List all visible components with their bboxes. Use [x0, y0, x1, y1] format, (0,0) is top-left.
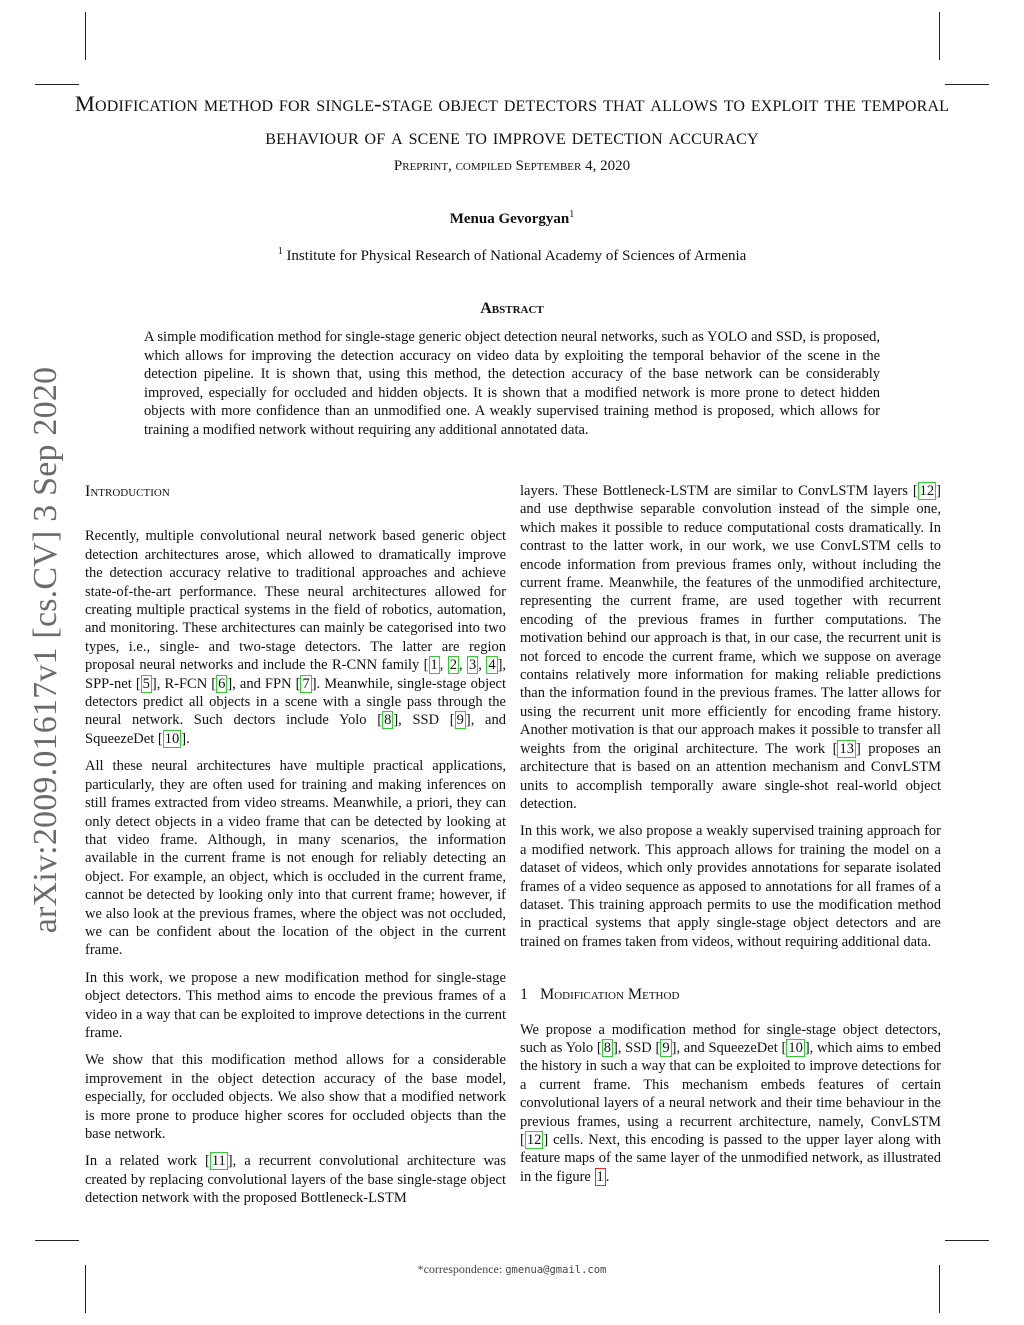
intro-paragraph-4: We show that this modification method allows for a considerable improvement in the object detection accuracy of the base model, especially, for occluded objects. We also show that a modified network is more prone to produce higher scores for occluded objects than the base network. — [85, 1052, 506, 1142]
crop-mark — [939, 12, 940, 60]
crop-mark — [35, 84, 79, 85]
author-line — [0, 209, 1024, 228]
citation-link[interactable]: 12 — [919, 483, 935, 499]
citation-link[interactable]: 8 — [384, 712, 392, 729]
citation-link[interactable]: 5 — [142, 675, 150, 692]
crop-mark — [85, 12, 86, 60]
intro-paragraph-5: In a related work [ 11 ], a recurrent convolutional architecture was created by replacing convolutional layers of the base single-stage object detection network with the proposed Bottleneck-LSTM — [85, 1153, 507, 1207]
method-paragraph-1: We propose a modification method for single-stage object detectors, such as Yolo [ 8 ], SSD [ 9 ], and SqueezeDet [ 10 ], which aims to embed the history in such a way that can be exploited to improve detections for a current frame. This mechanism embeds features of certain convolutional layers of a neural network and their time behaviour in the previous frames, using a recurrent architecture, namely, ConvLSTM [ 12 ] cells. Next, this encoding is passed to the upper layer along with feature maps of the same layer of the unmodified network, as illustrated in the figure 1 . — [520, 1021, 941, 1185]
citation-link[interactable]: 4 — [488, 657, 496, 674]
correspondence-footer — [0, 1262, 1024, 1277]
right-column — [520, 482, 941, 1195]
figure-link[interactable]: 1 — [596, 1168, 604, 1185]
correspondence-email[interactable]: gmenua@gmail.com — [505, 1264, 607, 1276]
intro-paragraph-7: In this work, we also propose a weakly supervised training approach for a modified network. This approach allows for training the model on a dataset of videos, which only provides annotations for separate isolated frames of a video sequence as apposed to annotations for all frames of a dataset. This training approach permits to use the modification method in practical systems that apply single-stage object detectors and are trained on frames taken from videos, without requiring additional data. — [520, 823, 941, 950]
citation-link[interactable]: 13 — [839, 740, 854, 757]
section-heading-modification-method — [520, 986, 941, 1004]
section-number: 1 — [520, 986, 528, 1004]
author-affil-mark: 1 — [569, 209, 575, 220]
abstract-text: A simple modification method for single-stage generic object detection neural networks, such as YOLO and SSD, is proposed, which allows for improving the detection accuracy on video data by exploiting the temporal behavior of the scene in the detection pipeline. It is shown that, using this method, the detection accuracy of the base network can be considerably improved, especially for occluded and hidden objects. It is shown that a modified network is more prone to detect hidden objects with more confidence than an unmodified one. A weakly supervised training method is proposed, which allows for training a modified network without requiring any additional annotated data. — [144, 329, 880, 438]
citation-link[interactable]: 3 — [469, 657, 477, 674]
citation-link[interactable]: 1 — [430, 657, 438, 674]
crop-mark — [945, 1240, 989, 1241]
abstract-heading: Abstract — [480, 300, 544, 317]
affiliation-mark: 1 — [277, 246, 283, 257]
paper-title: Modification method for single-stage object detectors that allows to exploit the temporal behaviour of a scene to improve detection accuracy — [74, 91, 950, 149]
citation-link[interactable]: 10 — [164, 730, 180, 747]
arxiv-stamp: arXiv:2009.01617v1 [cs.CV] 3 Sep 2020 — [27, 366, 64, 934]
preprint-line: Preprint, compiled September 4, 2020 — [393, 158, 631, 174]
citation-link[interactable]: 7 — [302, 675, 310, 692]
citation-link[interactable]: 6 — [218, 675, 226, 692]
intro-paragraph-3: In this work, we propose a new modification method for single-stage object detectors. This method aims to encode the previous frames of a video in a way that can be exploited to improve detections in the current frame. — [85, 969, 506, 1041]
crop-mark — [945, 84, 989, 85]
section-heading-introduction: Introduction — [85, 483, 170, 500]
correspondence-label: *correspondence: — [417, 1262, 503, 1276]
section-title: Modification Method — [540, 986, 680, 1004]
citation-link[interactable]: 11 — [211, 1153, 226, 1170]
citation-link[interactable]: 2 — [449, 657, 458, 674]
author-name: Menua Gevorgyan — [449, 211, 570, 227]
affiliation-line — [0, 246, 1024, 265]
affiliation-text: Institute for Physical Research of National Academy of Sciences of Armenia — [286, 248, 747, 264]
crop-mark — [35, 1240, 79, 1241]
intro-paragraph-6: layers. These Bottleneck-LSTM are similar to ConvLSTM layers [ 12 ] and use depthwise separable convolution instead of the simple one, which makes it possible to reduce computational costs dramatically. In contrast to the latter work, in our work, we use ConvLSTM cells to encode information from previous frames only, without including the current frame. Meanwhile, the features of the unmodified architecture, representing the current frame, are used together with recurrent encoding of the previous frames in further computations. The motivation behind our approach is that, in our case, the recurrent unit is not forced to encode the current frame, which we suppose on average contains relatively more information for making reliable predictions than the information found in the previous frames. The latter allows for using the recurrent unit more efficiently for encoding frame history. Another motivation is that our approach makes it possible to transfer all weights from the original architecture. The work [ 13 ] proposes an architecture that is based on an attention mechanism and ConvLSTM units to accomplish temporally aware single-shot real-world object detection. — [520, 483, 941, 812]
citation-link[interactable]: 8 — [603, 1039, 611, 1056]
left-column — [85, 482, 506, 1217]
citation-link[interactable]: 9 — [662, 1039, 670, 1056]
intro-paragraph-1: Recently, multiple convolutional neural network based generic object detection architectures arose, which allowed to dramatically improve the detection accuracy relative to traditional approaches and achieve state-of-the-art performance. These neural architectures allowed for creating multiple practical systems in the field of robotics, automation, and monitoring. These architectures can mainly be categorised into two types, i.e., single- and two-stage detectors. The latter are region proposal neural networks and include the R-CNN family [ 1 , 2 , 3 , 4 ], SPP-net [ 5 ], R-FCN [ 6 ], and FPN [ 7 ]. Meanwhile, single-stage object detectors predict all objects in a scene with a single pass through the neural network. Such dectors include Yolo [ 8 ], SSD [ 9 ], and SqueezeDet [ 10 ]. — [85, 528, 507, 747]
citation-link[interactable]: 12 — [526, 1132, 542, 1148]
intro-paragraph-2: All these neural architectures have multiple practical applications, particularly, they are often used for training and making inferences on still frames extracted from video streams. Meanwhile, a priori, they can only detect objects in a video frame that can be detected by looking at that video frame. Although, in many scenarios, the information available in the current frame is not enough for reliably detecting an object. For example, an object, which is occluded in the current frame, cannot be detected by looking only into that current frame; however, if we also look at the previous frames, where the object was not occluded, we can be confident about the location of the object in the current frame. — [85, 758, 506, 959]
citation-link[interactable]: 9 — [456, 712, 464, 729]
citation-link[interactable]: 10 — [788, 1039, 803, 1056]
